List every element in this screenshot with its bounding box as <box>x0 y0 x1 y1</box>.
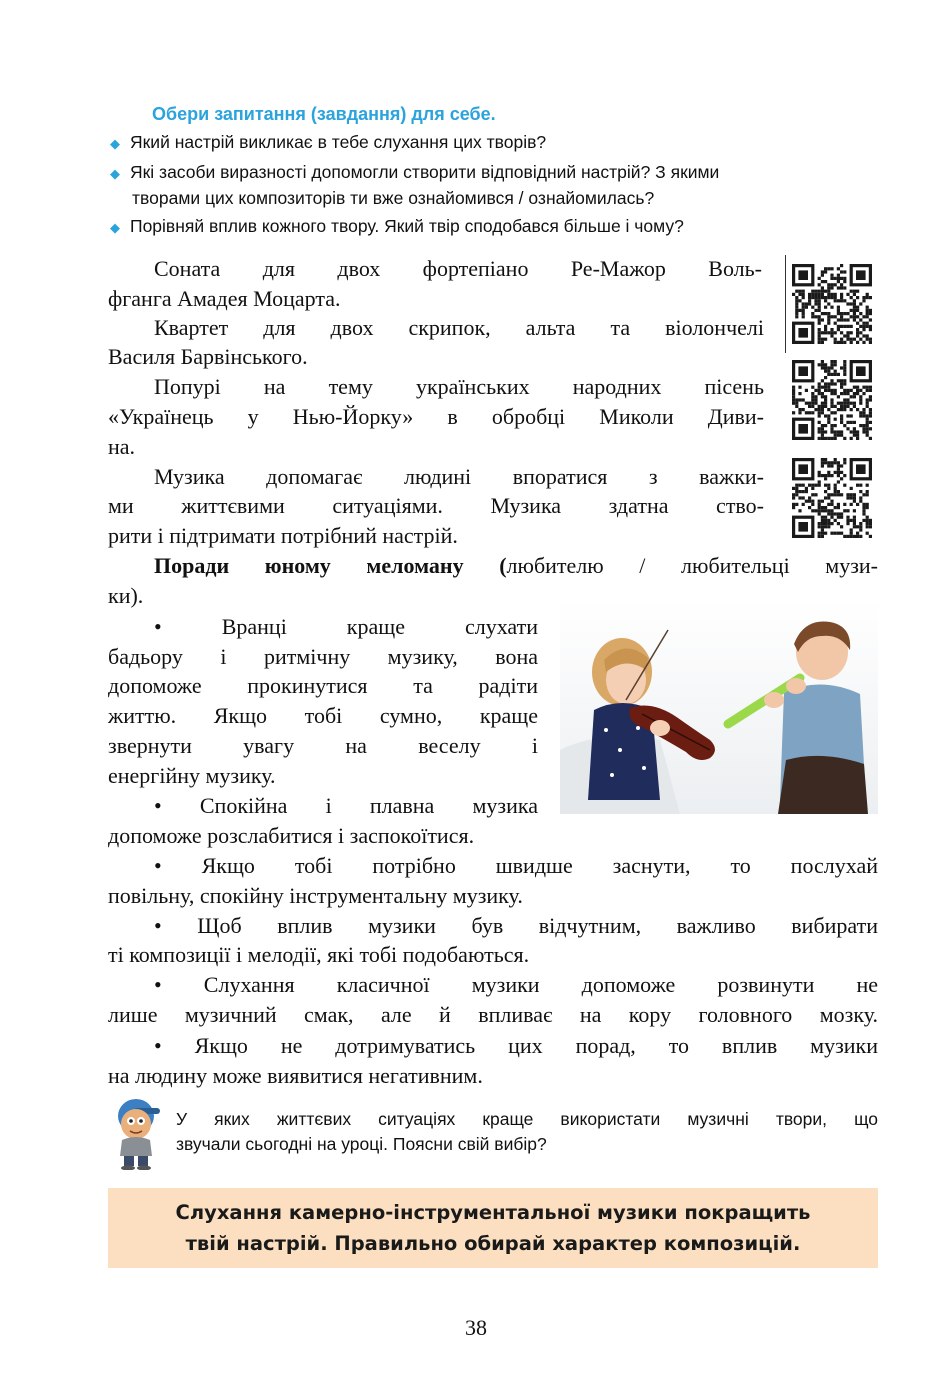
advice-title <box>108 551 878 581</box>
advice-title-rest: любителю / любительці музи- <box>506 553 878 578</box>
advice-title-bold: Поради юному меломану ( <box>154 553 507 578</box>
advice-line: енергійну музику. <box>108 763 276 788</box>
advice-title-line2: ки). <box>108 583 144 608</box>
boy-mascot-icon <box>106 1094 168 1170</box>
music-text-line: Музика допомагає людині впоратися з важки- <box>154 464 764 489</box>
advice-line: звернути увагу на веселу і <box>108 733 538 758</box>
advice-line: життю. Якщо тобі сумно, краще <box>108 703 538 728</box>
qr-divider <box>785 255 786 353</box>
work-line: Василя Барвінського. <box>108 344 308 369</box>
summary-banner <box>108 1188 878 1268</box>
advice-line: повільну, спокійну інструментальну музику. <box>108 883 523 908</box>
work-line: на. <box>108 434 136 459</box>
music-text-line: ми життєвими ситуаціями. Музика здатна ство- <box>108 493 764 518</box>
question-text: Які засоби виразності допомогли створити відповідний настрій? З якими <box>130 162 720 182</box>
work-line: Попурі на тему українських народних пісень <box>154 374 764 399</box>
advice-line: допоможе розслабитися і заспокоїтися. <box>108 823 475 848</box>
advice-line: бадьору і ритмічну музику, вона <box>108 644 538 669</box>
qr-code-icon[interactable] <box>792 264 872 344</box>
reflection-line: звучали сьогодні на уроці. Поясни свій вибір? <box>176 1134 547 1154</box>
question-item <box>110 160 719 211</box>
advice-line: • Якщо тобі потрібно швидше заснути, то послухай <box>154 853 878 878</box>
advice-line: • Щоб вплив музики був відчутним, важливо вибирати <box>154 913 878 938</box>
diamond-bullet-icon: ◆ <box>110 136 120 151</box>
advice-line: • Якщо не дотримуватись цих порад, то вплив музики <box>154 1033 878 1058</box>
reflection-question <box>176 1107 878 1157</box>
qr-code-icon[interactable] <box>792 458 872 538</box>
advice-line: • Спокійна і плавна музика <box>154 793 538 818</box>
work-line: Соната для двох фортепіано Ре-Мажор Воль- <box>154 256 762 281</box>
questions-title: Обери запитання (завдання) для себе. <box>152 104 496 124</box>
work-line: Квартет для двох скрипок, альта та віолончелі <box>154 315 764 340</box>
banner-line: твій настрій. Правильно обирай характер композицій. <box>185 1232 801 1255</box>
advice-line: допоможе прокинутися та радіти <box>108 673 538 698</box>
advice-line: на людину може виявитися негативним. <box>108 1063 483 1088</box>
diamond-bullet-icon: ◆ <box>110 166 120 181</box>
work-line: фганга Амадея Моцарта. <box>108 286 341 311</box>
advice-line: • Вранці краще слухати <box>154 614 538 639</box>
question-item <box>110 130 546 156</box>
question-text: Який настрій викликає в тебе слухання цих творів? <box>130 132 547 152</box>
children-music-photo <box>560 600 878 814</box>
reflection-line: У яких життєвих ситуаціях краще використати музичні твори, що <box>176 1109 878 1129</box>
advice-line: ті композиції і мелодії, які тобі подобаються. <box>108 942 530 967</box>
diamond-bullet-icon: ◆ <box>110 220 120 235</box>
banner-line: Слухання камерно-інструментальної музики покращить <box>175 1201 811 1224</box>
question-text: творами цих композиторів ти вже ознайомився / ознайомилась? <box>132 188 655 208</box>
question-text: Порівняй вплив кожного твору. Який твір сподобався більше і чому? <box>130 216 684 236</box>
question-item <box>110 214 684 240</box>
advice-line: • Слухання класичної музики допоможе розвинути не <box>154 972 878 997</box>
music-text-line: рити і підтримати потрібний настрій. <box>108 523 458 548</box>
qr-code-icon[interactable] <box>792 360 872 440</box>
page-number: 38 <box>465 1315 487 1340</box>
advice-line: лише музичний смак, але й впливає на кору головного мозку. <box>108 1002 878 1027</box>
work-line: «Українець у Нью-Йорку» в обробці Миколи Диви- <box>108 404 764 429</box>
